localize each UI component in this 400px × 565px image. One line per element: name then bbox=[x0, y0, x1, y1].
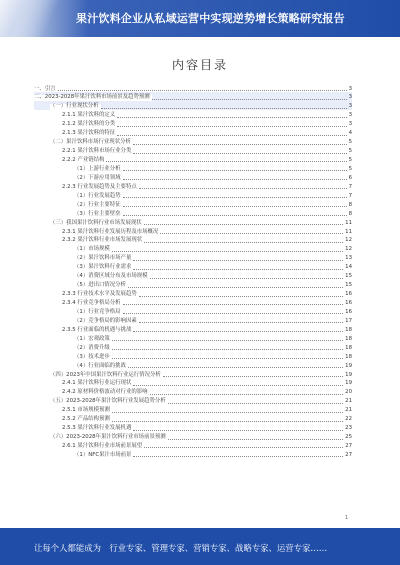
toc-entry-page: 22 bbox=[345, 416, 352, 423]
toc-entry-label: （1）宏观政策 bbox=[74, 335, 110, 342]
toc-leader-dots bbox=[152, 99, 347, 100]
toc-entry-label: （2）果汁饮料市场产量 bbox=[74, 255, 132, 262]
toc-entry-label: （2）竞争格局的影响因素 bbox=[74, 317, 137, 324]
toc-entry-label: （1）NFC果汁市场前景 bbox=[74, 451, 132, 458]
toc-entry-page: 16 bbox=[345, 308, 352, 315]
toc-entry-label: 2.3.1 果汁饮料行业发展历程及市场概况 bbox=[62, 228, 159, 235]
toc-leader-dots bbox=[123, 206, 347, 207]
toc-entry[interactable] bbox=[34, 155, 352, 164]
toc-entry-page: 15 bbox=[345, 273, 352, 280]
toc-entry-page: 18 bbox=[345, 353, 352, 360]
toc-leader-dots bbox=[168, 439, 344, 440]
toc-entry[interactable] bbox=[34, 235, 352, 244]
toc-entry-label: （4）消费区域分布及市场规模 bbox=[74, 273, 148, 280]
toc-entry-page: 3 bbox=[348, 103, 352, 110]
toc-leader-dots bbox=[133, 153, 346, 154]
toc-entry-page: 21 bbox=[345, 398, 352, 405]
toc-entry[interactable] bbox=[34, 360, 352, 369]
toc-entry-label: （1）市场规模 bbox=[74, 246, 110, 253]
toc-entry-page: 19 bbox=[345, 380, 352, 387]
toc-leader-dots bbox=[139, 188, 347, 189]
toc-entry[interactable] bbox=[34, 298, 352, 307]
toc-entry-page: 25 bbox=[345, 434, 352, 441]
toc-entry-page: 16 bbox=[345, 300, 352, 307]
toc-entry[interactable] bbox=[34, 271, 352, 280]
toc-leader-dots bbox=[133, 430, 343, 431]
toc-entry[interactable] bbox=[34, 387, 352, 396]
toc-entry[interactable] bbox=[34, 324, 352, 333]
toc-entry-page: 12 bbox=[345, 237, 352, 244]
toc-entry-page: 27 bbox=[345, 451, 352, 458]
toc-entry[interactable] bbox=[34, 119, 352, 128]
toc-entry-label: 2.2.3 行业发展趋势及主要特点 bbox=[62, 183, 137, 190]
toc-leader-dots bbox=[139, 322, 343, 323]
toc-entry-page: 19 bbox=[345, 371, 352, 378]
toc-entry-label: （4）行业面临的挑战 bbox=[74, 362, 126, 369]
toc-entry-label: （2）行业主要特征 bbox=[74, 201, 121, 208]
toc-entry-page: 27 bbox=[345, 443, 352, 450]
toc-entry-label: （五）2023-2028年果汁饮料行业发展趋势分析 bbox=[50, 398, 166, 405]
toc-entry-label: （一）行业现状分析 bbox=[50, 103, 99, 110]
toc-entry-label: 2.1.1 果汁饮料的定义 bbox=[62, 112, 116, 119]
toc-entry[interactable] bbox=[34, 172, 352, 181]
toc-entry[interactable] bbox=[34, 315, 352, 324]
toc-entry-label: 2.2.2 产业链结构 bbox=[62, 157, 105, 164]
toc-entry-page: 7 bbox=[348, 192, 352, 199]
toc-entry[interactable] bbox=[34, 306, 352, 315]
toc-entry-page: 14 bbox=[345, 264, 352, 271]
toc-leader-dots bbox=[133, 331, 343, 332]
toc-entry-label: 2.5.3 果汁饮料行业发展机遇 bbox=[62, 425, 132, 432]
toc-entry-page: 7 bbox=[348, 183, 352, 190]
toc-leader-dots bbox=[106, 161, 346, 162]
toc-entry-label: （3）果汁饮料行业需求 bbox=[74, 264, 132, 271]
toc-entry-page: 19 bbox=[345, 362, 352, 369]
toc-entry[interactable] bbox=[34, 262, 352, 271]
toc-entry-label: （四）2023年中国果汁饮料行业运行情况分析 bbox=[50, 371, 161, 378]
toc-leader-dots bbox=[150, 394, 344, 395]
toc-entry[interactable] bbox=[34, 101, 352, 110]
toc-leader-dots bbox=[160, 233, 343, 234]
toc-leader-dots bbox=[128, 367, 343, 368]
toc-entry[interactable] bbox=[34, 342, 352, 351]
toc-leader-dots bbox=[117, 135, 346, 136]
toc-entry[interactable] bbox=[34, 208, 352, 217]
toc-entry[interactable] bbox=[34, 414, 352, 423]
toc-entry-page: 13 bbox=[345, 255, 352, 262]
toc-leader-dots bbox=[144, 447, 343, 448]
toc-entry-page: 18 bbox=[345, 344, 352, 351]
toc-leader-dots bbox=[117, 117, 346, 118]
toc-leader-dots bbox=[112, 421, 343, 422]
toc-entry[interactable] bbox=[34, 396, 352, 405]
toc-entry-page: 4 bbox=[348, 130, 352, 137]
toc-leader-dots bbox=[139, 296, 343, 297]
report-title: 果汁饮料企业从私域运营中实现逆势增长策略研究报告 bbox=[76, 12, 345, 25]
toc-entry[interactable] bbox=[34, 432, 352, 441]
toc-entry-page: 3 bbox=[348, 85, 352, 92]
toc-entry[interactable] bbox=[34, 226, 352, 235]
header-decoration bbox=[0, 0, 60, 37]
toc-entry[interactable] bbox=[34, 423, 352, 432]
toc-leader-dots bbox=[58, 90, 347, 91]
toc-entry-label: （三）我国果汁饮料行业市场发展现状 bbox=[50, 219, 142, 226]
toc-entry[interactable] bbox=[34, 110, 352, 119]
toc-entry-page: 12 bbox=[345, 246, 352, 253]
toc-entry-label: （3）技术进步 bbox=[74, 353, 110, 360]
toc-entry-page: 5 bbox=[348, 157, 352, 164]
toc-entry-label: 2.3.2 果汁饮料行业市场发展现状 bbox=[62, 237, 143, 244]
header-banner bbox=[0, 0, 400, 37]
toc-leader-dots bbox=[133, 144, 347, 145]
toc-entry[interactable] bbox=[34, 83, 352, 92]
footer-slogan: 让每个人都能成为 行业专家、管理专家、营销专家、战略专家、运营专家…… bbox=[34, 543, 328, 553]
toc-entry[interactable] bbox=[34, 92, 352, 101]
toc-entry[interactable] bbox=[34, 351, 352, 360]
toc-leader-dots bbox=[112, 251, 343, 252]
toc-entry-label: （5）进出口情况分析 bbox=[74, 282, 126, 289]
toc-entry-page: 3 bbox=[348, 112, 352, 119]
toc-leader-dots bbox=[128, 287, 343, 288]
toc-entry-label: 2.5.2 产品结构预测 bbox=[62, 416, 110, 423]
toc-entry[interactable] bbox=[34, 333, 352, 342]
toc-leader-dots bbox=[112, 349, 343, 350]
toc-leader-dots bbox=[168, 403, 344, 404]
toc-entry-label: 2.2.1 果汁饮料市场行业分类 bbox=[62, 148, 132, 155]
toc-entry-page: 8 bbox=[348, 210, 352, 217]
toc-entry-label: （六）2023-2028年果汁饮料行业市场前景预测 bbox=[50, 434, 166, 441]
toc-heading: 内容目录 bbox=[171, 58, 228, 72]
toc-leader-dots bbox=[144, 224, 343, 225]
toc-entry[interactable] bbox=[34, 137, 352, 146]
toc-entry[interactable] bbox=[34, 378, 352, 387]
toc-entry-page: 5 bbox=[348, 148, 352, 155]
toc-entry-label: 2.3.5 行业面临的机遇与挑战 bbox=[62, 326, 132, 333]
toc-leader-dots bbox=[150, 278, 344, 279]
toc-entry-label: （二）果汁饮料市场行业现状分析 bbox=[50, 139, 131, 146]
toc-leader-dots bbox=[123, 197, 347, 198]
toc-entry[interactable] bbox=[34, 280, 352, 289]
toc-entry[interactable] bbox=[34, 190, 352, 199]
toc-leader-dots bbox=[123, 304, 344, 305]
toc-leader-dots bbox=[123, 179, 347, 180]
toc-entry-label: 2.1.2 果汁饮料的分类 bbox=[62, 121, 116, 128]
footer-banner bbox=[0, 528, 400, 565]
toc-entry-page: 6 bbox=[348, 174, 352, 181]
toc-leader-dots bbox=[133, 269, 343, 270]
toc-entry-label: （1）行业竞争格局 bbox=[74, 308, 121, 315]
toc-entry-page: 23 bbox=[345, 425, 352, 432]
toc-entry-label: （1）上游行业分析 bbox=[74, 165, 121, 172]
toc-entry-label: （1）行业发展趋势 bbox=[74, 192, 121, 199]
toc-entry[interactable] bbox=[34, 199, 352, 208]
toc-leader-dots bbox=[112, 340, 343, 341]
toc-leader-dots bbox=[133, 385, 343, 386]
toc-leader-dots bbox=[112, 358, 343, 359]
toc-entry-page: 17 bbox=[345, 317, 352, 324]
toc-entry[interactable] bbox=[34, 181, 352, 190]
toc-entry[interactable] bbox=[34, 441, 352, 450]
toc-entry[interactable] bbox=[34, 128, 352, 137]
toc-leader-dots bbox=[112, 412, 343, 413]
toc-leader-dots bbox=[123, 215, 347, 216]
toc-entry[interactable] bbox=[34, 405, 352, 414]
toc-leader-dots bbox=[163, 376, 343, 377]
toc-entry-page: 18 bbox=[345, 335, 352, 342]
toc-entry[interactable] bbox=[34, 244, 352, 253]
toc-entry-page: 15 bbox=[345, 282, 352, 289]
toc-leader-dots bbox=[144, 242, 343, 243]
toc-entry-page: 18 bbox=[345, 326, 352, 333]
toc-leader-dots bbox=[123, 313, 344, 314]
toc-leader-dots bbox=[133, 260, 343, 261]
toc-entry-label: 2.3.3 行业技术水平及发展趋势 bbox=[62, 291, 137, 298]
toc-entry-page: 3 bbox=[348, 121, 352, 128]
toc-leader-dots bbox=[123, 170, 347, 171]
toc-entry-page: 5 bbox=[348, 165, 352, 172]
toc-entry-label: 2.4.2 原材料价格波动对行业的影响 bbox=[62, 389, 148, 396]
toc-entry-page: 8 bbox=[348, 201, 352, 208]
toc-entry-label: 二、2023-2028年果汁饮料市场前景及趋势预测 bbox=[34, 94, 150, 101]
toc-entry[interactable] bbox=[34, 449, 352, 458]
toc-entry[interactable] bbox=[34, 146, 352, 155]
toc-entry-page: 5 bbox=[348, 139, 352, 146]
toc-entry-label: 2.6.1 果汁饮料行业市场前景展望 bbox=[62, 443, 143, 450]
toc-entry-label: 一、引言 bbox=[34, 85, 56, 92]
page-number: 1 bbox=[345, 515, 349, 521]
toc-entry[interactable] bbox=[34, 163, 352, 172]
toc-entry-label: 2.5.1 市场规模预测 bbox=[62, 407, 110, 414]
toc-leader-dots bbox=[117, 126, 346, 127]
toc-entry-label: 2.4.1 果汁饮料行业运行现状 bbox=[62, 380, 132, 387]
toc-entry-page: 21 bbox=[345, 407, 352, 414]
toc-entry[interactable] bbox=[34, 217, 352, 226]
toc-entry-label: （2）消费升级 bbox=[74, 344, 110, 351]
toc-entry-label: 2.1.3 果汁饮料的特征 bbox=[62, 130, 116, 137]
toc-entry-page: 16 bbox=[345, 291, 352, 298]
toc-entry[interactable] bbox=[34, 369, 352, 378]
toc-leader-dots bbox=[101, 108, 347, 109]
toc-entry-label: （3）行业主要壁垒 bbox=[74, 210, 121, 217]
toc-entry-page: 3 bbox=[348, 94, 352, 101]
toc-entry-label: 2.3.4 行业竞争格局分析 bbox=[62, 300, 121, 307]
toc-leader-dots bbox=[133, 456, 343, 457]
toc-entry[interactable] bbox=[34, 253, 352, 262]
toc-entry-page: 11 bbox=[345, 219, 352, 226]
table-of-contents bbox=[34, 83, 352, 458]
toc-entry-page: 11 bbox=[345, 228, 352, 235]
toc-entry[interactable] bbox=[34, 289, 352, 298]
toc-entry-label: （2）下游应用领域 bbox=[74, 174, 121, 181]
toc-entry-page: 20 bbox=[345, 389, 352, 396]
